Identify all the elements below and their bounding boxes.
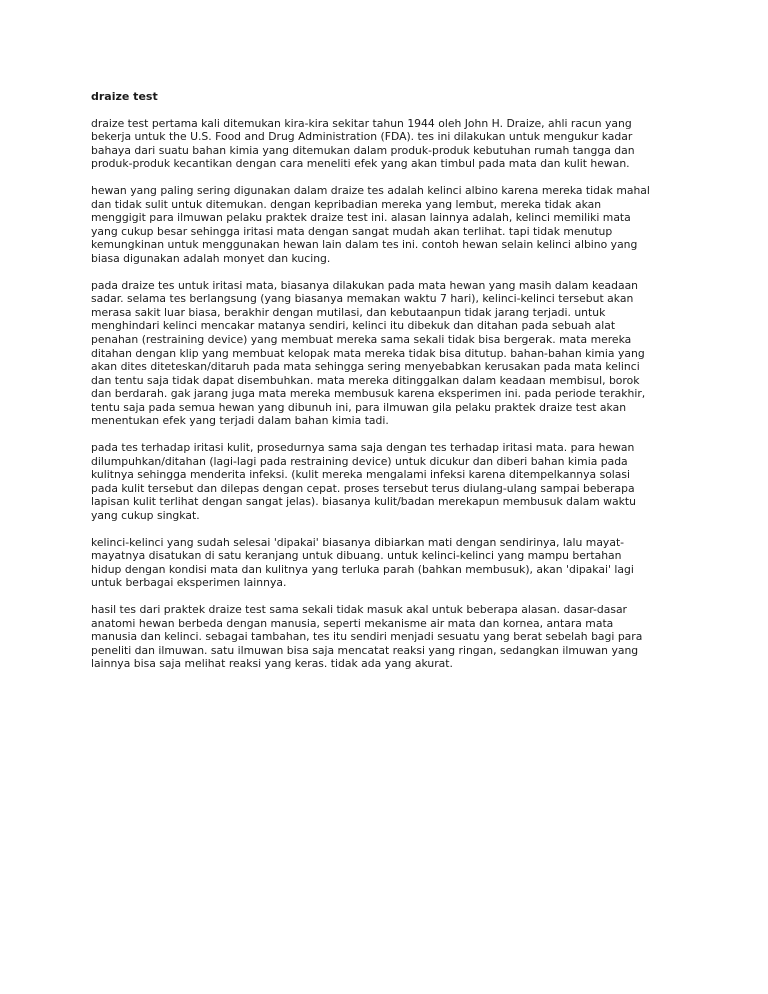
paragraph-line: dan berdarah. gak jarang juga mata mereka membusuk karena eksperimen ini. pada periode terakhir, xyxy=(91,387,646,401)
paragraph-line: peneliti dan ilmuwan. satu ilmuwan bisa saja mencatat reaksi yang ringan, sedangkan ilmuwan yang xyxy=(91,643,639,657)
paragraph-line: menghindari kelinci mencakar matanya sendiri, kelinci itu dibekuk dan ditahan pada sebuah alat xyxy=(91,319,616,333)
paragraph-line: bekerja untuk the U.S. Food and Drug Administration (FDA). tes ini dilakukan untuk mengukur kadar xyxy=(91,130,633,144)
paragraph-5 xyxy=(91,536,681,590)
paragraph-line: kemungkinan untuk menggunakan hewan lain dalam tes ini. contoh hewan selain kelinci albino yang xyxy=(91,238,638,252)
paragraph-4 xyxy=(91,441,681,523)
paragraph-line: penahan (restraining device) yang membuat mereka sama sekali tidak bisa bergerak. mata mereka xyxy=(91,332,632,346)
paragraph-line: untuk berbagai eksperimen lainnya. xyxy=(91,576,287,590)
paragraph-line: menggigit para ilmuwan pelaku praktek draize test ini. alasan lainnya adalah, kelinci memiliki mata xyxy=(91,211,631,225)
paragraph-line: manusia dan kelinci. sebagai tambahan, tes itu sendiri menjadi sesuatu yang berat sebelah bagi para xyxy=(91,630,643,644)
paragraph-line: dilumpuhkan/ditahan (lagi-lagi pada restraining device) untuk dicukur dan diberi bahan kimia pada xyxy=(91,454,628,468)
paragraph-line: akan dites diteteskan/ditaruh pada mata sehingga sering menyebabkan kerusakan pada mata kelinci xyxy=(91,360,640,374)
paragraph-line: lapisan kulit terlihat dengan sangat jelas). biasanya kulit/badan merekapun membusuk dalam waktu xyxy=(91,495,636,509)
paragraph-line: tentu saja pada semua hewan yang dibunuh ini, para ilmuwan gila pelaku praktek draize test akan xyxy=(91,400,627,414)
paragraph-1 xyxy=(91,117,681,171)
paragraph-2 xyxy=(91,184,681,266)
paragraph-line: bahaya dari suatu bahan kimia yang ditemukan dalam produk-produk kebutuhan rumah tangga dan xyxy=(91,143,635,157)
paragraph-6 xyxy=(91,603,681,671)
paragraph-3 xyxy=(91,279,681,429)
paragraph-line: kulitnya sehingga menderita infeksi. (kulit mereka mengalami infeksi karena ditempelkannya solasi xyxy=(91,468,631,482)
paragraph-line: menentukan efek yang terjadi dalam bahan kimia tadi. xyxy=(91,414,389,428)
paragraph-line: sadar. selama tes berlangsung (yang biasanya memakan waktu 7 hari), kelinci-kelinci tersebut akan xyxy=(91,292,634,306)
paragraph-line: pada draize tes untuk iritasi mata, biasanya dilakukan pada mata hewan yang masih dalam keadaan xyxy=(91,278,639,292)
paragraph-line: mayatnya disatukan di satu keranjang untuk dibuang. untuk kelinci-kelinci yang mampu bertahan xyxy=(91,549,622,563)
paragraph-line: dan tentu saja tidak dapat disembuhkan. mata mereka ditinggalkan dalam keadaan membisul, borok xyxy=(91,373,640,387)
paragraph-line: pada kulit tersebut dan dilepas dengan cepat. proses tersebut terus diulang-ulang sampai beberapa xyxy=(91,481,635,495)
paragraph-line: dan tidak sulit untuk ditemukan. dengan kepribadian mereka yang lembut, mereka tidak akan xyxy=(91,197,602,211)
paragraph-line: hidup dengan kondisi mata dan kulitnya yang terluka parah (bahkan membusuk), akan 'dipakai' lagi xyxy=(91,562,634,576)
paragraph-line: hasil tes dari praktek draize test sama sekali tidak masuk akal untuk beberapa alasan. dasar-dasar xyxy=(91,603,627,616)
paragraph-line: anatomi hewan berbeda dengan manusia, seperti mekanisme air mata dan kornea, antara mata xyxy=(91,616,614,630)
paragraph-line: kelinci-kelinci yang sudah selesai 'dipakai' biasanya dibiarkan mati dengan sendirinya, lalu mayat- xyxy=(91,535,625,549)
document-body xyxy=(91,90,681,684)
paragraph-line: pada tes terhadap iritasi kulit, prosedurnya sama saja dengan tes terhadap iritasi mata. para hewan xyxy=(91,441,635,455)
document-title: draize test xyxy=(91,90,158,103)
paragraph-line: yang cukup singkat. xyxy=(91,509,200,523)
paragraph-line: ditahan dengan klip yang membuat kelopak mata mereka tidak bisa ditutup. bahan-bahan kimia yang xyxy=(91,346,645,360)
paragraph-line: yang cukup besar sehingga iritasi mata dengan sangat mudah akan terlihat. tapi tidak menutup xyxy=(91,224,613,238)
paragraph-line: lainnya bisa saja melihat reaksi yang keras. tidak ada yang akurat. xyxy=(91,657,453,671)
paragraph-line: hewan yang paling sering digunakan dalam draize tes adalah kelinci albino karena mereka tidak mahal xyxy=(91,183,650,197)
paragraph-line: merasa sakit luar biasa, berakhir dengan mutilasi, dan kebutaanpun tidak jarang terjadi. untuk xyxy=(91,305,606,319)
paragraph-line: biasa digunakan adalah monyet dan kucing. xyxy=(91,251,331,265)
paragraph-line: draize test pertama kali ditemukan kira-kira sekitar tahun 1944 oleh John H. Draize, ahli racun yang xyxy=(91,116,632,130)
paragraph-line: produk-produk kecantikan dengan cara meneliti efek yang akan timbul pada mata dan kulit hewan. xyxy=(91,157,630,171)
paragraph-list xyxy=(91,117,681,671)
